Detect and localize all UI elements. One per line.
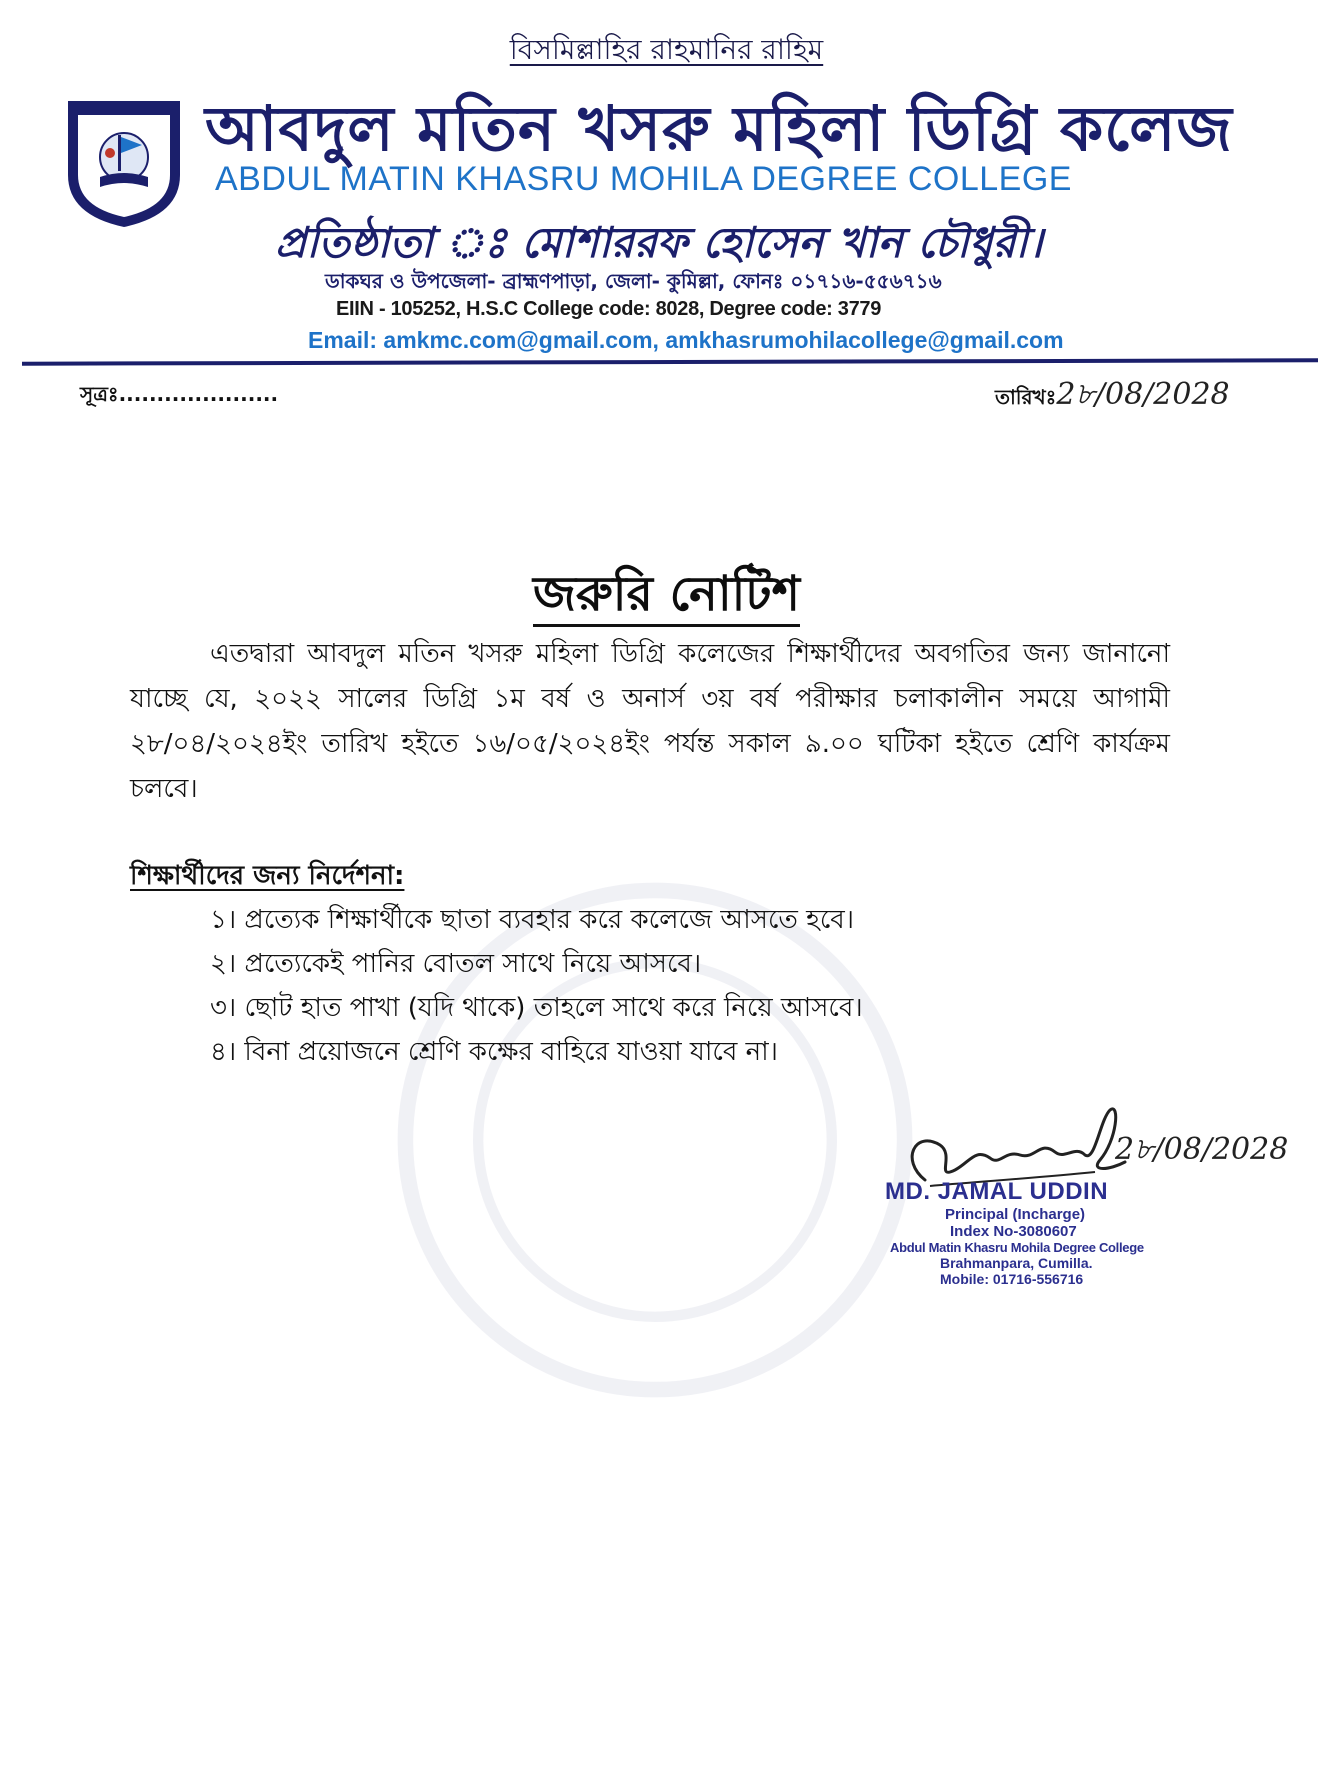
instructions-list bbox=[210, 898, 863, 1074]
principal-index-no: Index No-3080607 bbox=[950, 1223, 1077, 1240]
stamp-mobile: Mobile: 01716-556716 bbox=[940, 1271, 1084, 1287]
stamp-college-name: Abdul Matin Khasru Mohila Degree College bbox=[890, 1240, 1144, 1255]
header-divider bbox=[22, 358, 1318, 365]
address-line: ডাকঘর ও উপজেলা- ব্রাহ্মণপাড়া, জেলা- কুমিল্লা, ফোনঃ ০১৭১৬-৫৫৬৭১৬ bbox=[325, 269, 942, 293]
list-item: ১। প্রত্যেক শিক্ষার্থীকে ছাতা ব্যবহার করে কলেজে আসতে হবে। bbox=[210, 905, 855, 935]
principal-stamp bbox=[880, 1178, 1180, 1287]
date-value: 2৮/08/2028 bbox=[1056, 377, 1230, 412]
principal-designation: Principal (Incharge) bbox=[945, 1206, 1086, 1223]
list-item: ৪। বিনা প্রয়োজনে শ্রেণি কক্ষের বাহিরে যাওয়া যাবে না। bbox=[210, 1037, 778, 1067]
instructions-heading: শিক্ষার্থীদের জন্য নির্দেশনা: bbox=[130, 861, 405, 891]
college-name-english: ABDUL MATIN KHASRU MOHILA DEGREE COLLEGE bbox=[215, 160, 1072, 198]
list-item: ৩। ছোট হাত পাখা (যদি থাকে) তাহলে সাথে করে নিয়ে আসবে। bbox=[210, 993, 863, 1023]
notice-title-text: জরুরি নোটিশ bbox=[533, 566, 800, 627]
email-line: Email: amkmc.com@gmail.com, amkhasrumohilacollege@gmail.com bbox=[308, 327, 1064, 353]
principal-name: MD. JAMAL UDDIN bbox=[885, 1178, 1109, 1205]
bismillah-heading: বিসমিল্লাহির রাহমানির রাহিম bbox=[509, 33, 824, 66]
reference-field: সূত্রঃ..................... bbox=[80, 382, 279, 406]
notice-title bbox=[0, 558, 1333, 637]
eiin-codes-line: EIIN - 105252, H.S.C College code: 8028, Degree code: 3779 bbox=[336, 298, 882, 320]
founder-line: প্রতিষ্ঠাতা ঃ মোশাররফ হোসেন খান চৌধুরী। bbox=[275, 218, 1043, 267]
college-name-bangla: আবদুল মতিন খসরু মহিলা ডিগ্রি কলেজ bbox=[205, 92, 1233, 165]
signature-date: 2৮/08/2028 bbox=[1115, 1132, 1289, 1167]
list-item: ২। প্রত্যেকেই পানির বোতল সাথে নিয়ে আসবে। bbox=[210, 949, 702, 979]
date-field bbox=[995, 370, 1230, 421]
college-crest-icon bbox=[60, 95, 188, 231]
date-label: তারিখঃ bbox=[995, 385, 1057, 409]
stamp-place: Brahmanpara, Cumilla. bbox=[940, 1255, 1093, 1271]
notice-body: এতদ্বারা আবদুল মতিন খসরু মহিলা ডিগ্রি কলেজের শিক্ষার্থীদের অবগতির জন্য জানানো যাচ্ছে যে, ২০২২ সালের ডিগ্রি ১ম বর্ষ ও অনার্স ৩য় বর্ষ পরীক্ষার চলাকালীন সময়ে আগামী ২৮/০৪/২০২৪ইং তারিখ হইতে ১৬/০৫/২০২৪ইং পর্যন্ত সকাল ৯.০০ ঘটিকা হইতে শ্রেণি কার্যক্রম চলবে। bbox=[130, 639, 1170, 804]
